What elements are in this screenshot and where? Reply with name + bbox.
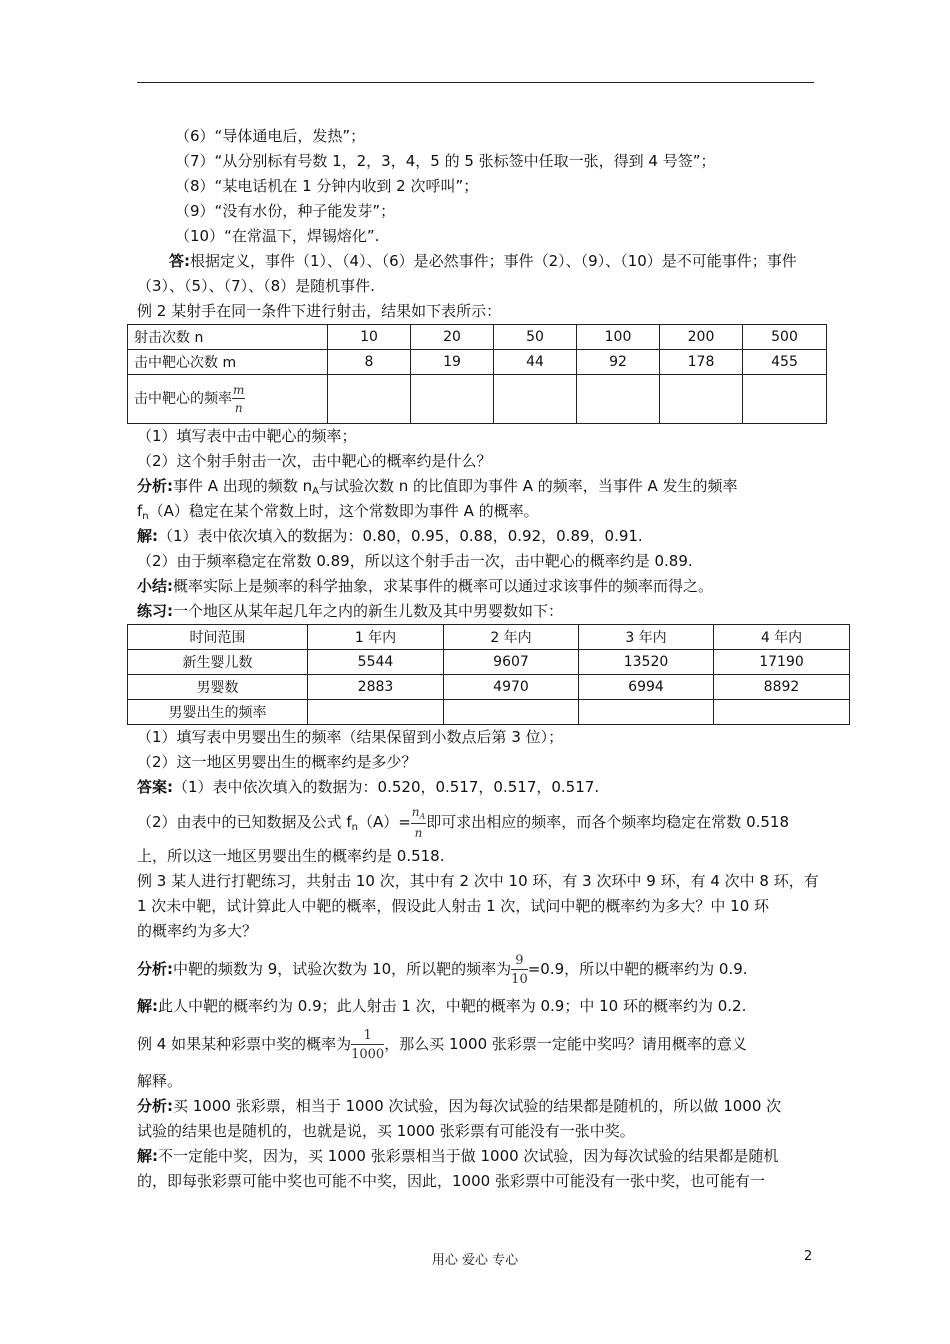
table-row bbox=[128, 700, 850, 725]
exercise-answer-3: 上，所以这一地区男婴出生的概率约是 0.518. bbox=[137, 847, 445, 865]
example-4-line-2: 解释。 bbox=[137, 1072, 183, 1090]
example-2-analysis-2: $f_n(A)$稳定在某个常数上时，这个常数即为事件 A 的概率。 bbox=[137, 502, 539, 522]
row-label: 击中靶心次数 m bbox=[128, 350, 328, 375]
table-cell: 17190 bbox=[714, 650, 850, 675]
exercise-q2: （2）这一地区男婴出生的概率约是多少？ bbox=[137, 753, 417, 771]
empty-cell bbox=[660, 375, 743, 424]
empty-cell bbox=[494, 375, 577, 424]
hit-frequency-fraction: $\frac{9}{10}$ bbox=[511, 952, 528, 987]
table-row bbox=[128, 350, 827, 375]
example-4-solution-1: 解:不一定能中奖，因为，买 1000 张彩票相当于做 1000 次试验，因为每次试验的结果都是随机 bbox=[137, 1147, 779, 1165]
table-cell: 9607 bbox=[444, 650, 579, 675]
empty-cell bbox=[444, 700, 579, 725]
item-9: （9）“没有水份，种子能发芽”； bbox=[175, 202, 396, 220]
frequency-formula-fraction: $\frac{n_A}{n}$ bbox=[411, 805, 426, 840]
row-label: 男婴数 bbox=[128, 675, 308, 700]
example-3-line-3: 的概率约为多大？ bbox=[137, 922, 258, 940]
column-header: 4 年内 bbox=[714, 625, 850, 650]
column-header: 3 年内 bbox=[579, 625, 714, 650]
table-cell: 44 bbox=[494, 350, 577, 375]
row-label: 击中靶心的频率 $\frac{m}{n}$ bbox=[128, 375, 328, 424]
table-cell: 50 bbox=[494, 325, 577, 350]
lottery-probability-fraction: $\frac{1}{1000}$ bbox=[351, 1027, 385, 1062]
table-row bbox=[128, 325, 827, 350]
table-cell: 2883 bbox=[308, 675, 444, 700]
example-2-solution-2: （2）由于频率稳定在常数 0.89，所以这个射手击一次，击中靶心的概率约是 0.89. bbox=[137, 552, 693, 570]
empty-cell bbox=[714, 700, 850, 725]
example-2-analysis-1: 分析:事件 A 出现的频数 $n_A$与试验次数 n 的比值即为事件 A 的频率，当事件 A 发生的频率 bbox=[137, 477, 738, 497]
table-row bbox=[128, 375, 827, 424]
answer-1-line-2: （3）、（5）、（7）、（8）是随机事件. bbox=[137, 277, 375, 295]
page-footer: 用心 爱心 专心 bbox=[431, 1253, 519, 1268]
example-3-solution: 解:此人中靶的概率约为 0.9；此人射击 1 次，中靶的概率为 0.9；中 10 环的概率约为 0.2. bbox=[137, 997, 747, 1015]
column-header: 2 年内 bbox=[444, 625, 579, 650]
table-cell: 6994 bbox=[579, 675, 714, 700]
example-2-intro: 例 2 某射手在同一条件下进行射击，结果如下表所示： bbox=[137, 302, 502, 320]
item-8: （8）“某电话机在 1 分钟内收到 2 次呼叫”； bbox=[175, 177, 479, 195]
empty-cell bbox=[743, 375, 827, 424]
empty-cell bbox=[308, 700, 444, 725]
header-rule bbox=[137, 82, 814, 83]
table-cell: 13520 bbox=[579, 650, 714, 675]
example-3-line-2: 1 次未中靶，试计算此人中靶的概率，假设此人射击 1 次，试问中靶的概率约为多大？中 10 环 bbox=[137, 897, 770, 915]
row-label: 射击次数 n bbox=[128, 325, 328, 350]
row-label: 新生婴儿数 bbox=[128, 650, 308, 675]
shooting-table bbox=[127, 324, 827, 424]
table-header-row bbox=[128, 625, 850, 650]
example-3-line-1: 例 3 某人进行打靶练习，共射击 10 次，其中有 2 次中 10 环，有 3 次环中 9 环，有 4 次中 8 环，有 bbox=[137, 872, 819, 890]
example-4-line-1: 例 4 如果某种彩票中奖的概率为 $\frac{1}{1000}$ ，那么买 1000 张彩票一定能中奖吗？请用概率的意义 bbox=[137, 1027, 747, 1062]
frequency-fraction: $\frac{m}{n}$ bbox=[233, 383, 245, 415]
empty-cell bbox=[579, 700, 714, 725]
column-header: 1 年内 bbox=[308, 625, 444, 650]
example-2-solution-1: 解:（1）表中依次填入的数据为：0.80，0.95，0.88，0.92，0.89，0.91. bbox=[137, 527, 643, 545]
table-cell: 100 bbox=[577, 325, 660, 350]
table-cell: 178 bbox=[660, 350, 743, 375]
example-2-summary: 小结:概率实际上是频率的科学抽象，求某事件的概率可以通过求该事件的频率而得之。 bbox=[137, 577, 714, 595]
exercise-intro: 练习:一个地区从某年起几年之内的新生儿数及其中男婴数如下： bbox=[137, 602, 564, 620]
answer-1-line-1: 答:根据定义，事件（1）、（4）、（6）是必然事件；事件（2）、（9）、（10）是不可能事件；事件 bbox=[169, 252, 797, 270]
example-4-analysis-2: 试验的结果也是随机的，也就是说，买 1000 张彩票有可能没有一张中奖。 bbox=[137, 1122, 635, 1140]
exercise-answer-1: 答案:（1）表中依次填入的数据为：0.520，0.517，0.517，0.517. bbox=[137, 778, 600, 796]
table-cell: 8892 bbox=[714, 675, 850, 700]
table-cell: 8 bbox=[328, 350, 411, 375]
newborn-table bbox=[127, 624, 850, 725]
answer-label: 答: bbox=[169, 252, 190, 270]
example-3-analysis: 分析:中靶的频数为 9，试验次数为 10，所以靶的频率为 $\frac{9}{10}$ =0.9，所以中靶的概率约为 0.9. bbox=[137, 952, 748, 987]
table-cell: 4970 bbox=[444, 675, 579, 700]
example-4-analysis-1: 分析:买 1000 张彩票，相当于 1000 次试验，因为每次试验的结果都是随机的，所以做 1000 次 bbox=[137, 1097, 782, 1115]
item-6: （6）“导体通电后，发热”； bbox=[175, 127, 366, 145]
column-header: 时间范围 bbox=[128, 625, 308, 650]
example-2-q1: （1）填写表中击中靶心的频率； bbox=[137, 427, 357, 445]
table-row bbox=[128, 675, 850, 700]
exercise-q1: （1）填写表中男婴出生的频率（结果保留到小数点后第 3 位）； bbox=[137, 728, 564, 746]
page-number: 2 bbox=[804, 1249, 813, 1264]
table-row bbox=[128, 650, 850, 675]
empty-cell bbox=[411, 375, 494, 424]
exercise-answer-2: （2）由表中的已知数据及公式 $f_n(A)=$ $\frac{n_A}{n}$ 即可求出相应的频率，而各个频率均稳定在常数 0.518 bbox=[137, 805, 790, 840]
empty-cell bbox=[577, 375, 660, 424]
table-cell: 10 bbox=[328, 325, 411, 350]
document-body bbox=[134, 124, 819, 1194]
empty-cell bbox=[328, 375, 411, 424]
item-7: （7）“从分别标有号数 1，2，3，4，5 的 5 张标签中任取一张，得到 4 号签”； bbox=[175, 152, 716, 170]
item-10: （10）“在常温下，焊锡熔化”. bbox=[175, 227, 380, 245]
table-cell: 20 bbox=[411, 325, 494, 350]
table-cell: 92 bbox=[577, 350, 660, 375]
row-label: 男婴出生的频率 bbox=[128, 700, 308, 725]
example-2-q2: （2）这个射手射击一次，击中靶心的概率约是什么？ bbox=[137, 452, 492, 470]
table-cell: 455 bbox=[743, 350, 827, 375]
table-cell: 200 bbox=[660, 325, 743, 350]
table-cell: 19 bbox=[411, 350, 494, 375]
table-cell: 5544 bbox=[308, 650, 444, 675]
table-cell: 500 bbox=[743, 325, 827, 350]
example-4-solution-2: 的，即每张彩票可能中奖也可能不中奖，因此，1000 张彩票中可能没有一张中奖，也可能有一 bbox=[137, 1172, 765, 1190]
